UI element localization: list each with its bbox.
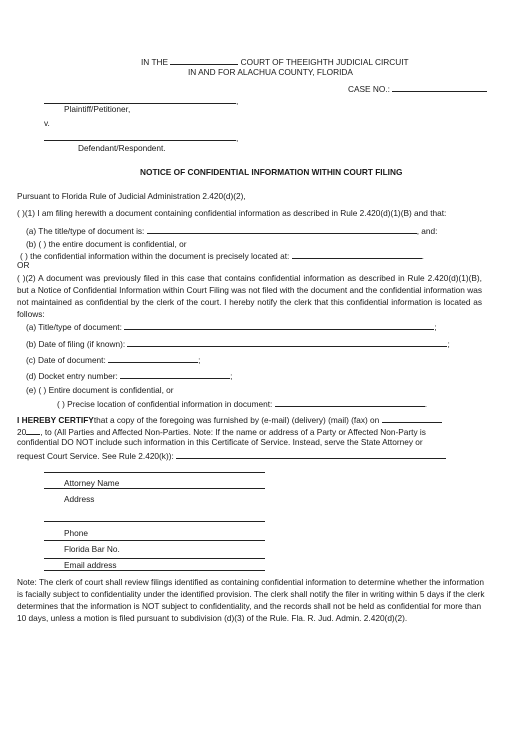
certify-year-blank — [26, 426, 40, 435]
option-2-item-b-label: (b) Date of filing (if known): — [26, 339, 126, 349]
address-line — [44, 521, 265, 522]
certificate-line-1 — [17, 414, 442, 426]
option-1-location-blank — [292, 250, 422, 259]
court-prefix: IN THE — [141, 57, 169, 67]
bar-number-line — [44, 558, 265, 559]
plaintiff-comma: , — [236, 96, 239, 106]
option-2-item-b-blank — [127, 338, 447, 347]
option-1-location: ( ) the confidential information within the document is precisely located at: . — [20, 251, 424, 261]
option-2-text: ( )(2) A document was previously filed in this case that contains confidential information as described in Rule 2.420(d)(1)(B), but a Notice of Confidential Information within Court Filing was not filed with the document and the confidential information was not maintained as confidential by the clerk of the court. I hereby notify the clerk that this confidential information is located as follows: — [17, 273, 482, 319]
or-separator: OR — [17, 260, 30, 270]
service-list-blank — [176, 450, 446, 459]
option-2-item-a: (a) Title/type of document: ; — [26, 322, 437, 332]
option-2-item-b: (b) Date of filing (if known): ; — [26, 339, 450, 349]
option-2-item-e-location-label: ( ) Precise location of confidential information in document: — [57, 399, 273, 409]
phone-label: Phone — [64, 528, 88, 538]
signature-line — [44, 472, 265, 473]
option-2-item-e-location: ( ) Precise location of confidential information in document: . — [57, 399, 427, 409]
email-line — [44, 570, 265, 571]
option-2-item-d-label: (d) Docket entry number: — [26, 371, 118, 381]
versus-label: v. — [44, 118, 50, 128]
option-2-item-c-blank — [108, 354, 198, 363]
email-label: Email address — [64, 560, 117, 570]
bar-number-label: Florida Bar No. — [64, 544, 120, 554]
court-suffix: COURT OF THEEIGHTH JUDICIAL CIRCUIT — [240, 57, 409, 67]
defendant-comma: , — [236, 133, 239, 143]
certificate-line-3: confidential DO NOT include such information in this Certificate of Service. Instead, serve the State Attorney or — [17, 437, 423, 447]
option-1-text: ( )(1) I am filing herewith a document containing confidential information as described in Rule 2.420(d)(1)(B) and that: — [17, 208, 447, 218]
certify-date-blank — [382, 414, 442, 423]
option-2-item-a-blank — [124, 321, 434, 330]
option-1-item-a — [26, 225, 437, 237]
certify-text-2: , to (All Parties and Affected Non-Parties. Note: If the name or address of a Party or Affected Non-Party is — [40, 427, 426, 437]
option-1-item-a-suffix: , and: — [416, 226, 438, 236]
option-2-item-c-label: (c) Date of document: — [26, 355, 106, 365]
court-blank — [170, 56, 238, 65]
address-label: Address — [64, 494, 95, 504]
intro-text: Pursuant to Florida Rule of Judicial Administration 2.420(d)(2), — [17, 191, 246, 201]
case-number-blank — [392, 83, 487, 92]
option-2-item-e: (e) ( ) Entire document is confidential, or — [26, 385, 174, 395]
option-1-item-a-label: (a) The title/type of document is: — [26, 226, 145, 236]
option-2-item-e-location-blank — [275, 398, 425, 407]
option-2-item-c: (c) Date of document: ; — [26, 355, 201, 365]
option-2-item-a-label: (a) Title/type of document: — [26, 322, 122, 332]
county-line: IN AND FOR ALACHUA COUNTY, FLORIDA — [188, 67, 353, 77]
defendant-label: Defendant/Respondent. — [78, 143, 166, 153]
defendant-line — [44, 140, 236, 141]
notice-title: NOTICE OF CONFIDENTIAL INFORMATION WITHIN COURT FILING — [140, 167, 403, 177]
option-2-item-d-blank — [120, 370, 230, 379]
phone-line — [44, 540, 265, 541]
option-1-item-a-blank — [147, 225, 417, 234]
certify-text-4: request Court Service. See Rule 2.420(k)): — [17, 451, 174, 461]
certify-text-1: that a copy of the foregoing was furnished by (e-mail) (delivery) (mail) (fax) on — [93, 415, 380, 425]
case-number — [348, 83, 487, 95]
clerk-note: Note: The clerk of court shall review filings identified as containing confidential information to determine whether the information is facially subject to confidentiality under the identified provision. The clerk shall notify the filer in writing within 5 days if the clerk determines that the information is NOT subject to confidentiality, and the records shall not be held as confidential for more than 10 days, unless a motion is filed pursuant to subdivision (d)(3) of the Rule. Fla. R. Jud. Admin. 2.420(d)(2). — [17, 577, 485, 623]
certificate-line-4 — [17, 450, 446, 462]
plaintiff-label: Plaintiff/Petitioner, — [64, 104, 131, 114]
certify-year-prefix: 20 — [17, 427, 27, 437]
certify-heading: I HEREBY CERTIFY — [17, 415, 94, 425]
option-2-item-d: (d) Docket entry number: ; — [26, 371, 233, 381]
option-1-location-label: ( ) the confidential information within the document is precisely located at: — [20, 251, 290, 261]
attorney-name-label: Attorney Name — [64, 478, 120, 488]
case-number-label: CASE NO.: — [348, 84, 390, 94]
option-1-item-b: (b) ( ) the entire document is confidential, or — [26, 239, 187, 249]
